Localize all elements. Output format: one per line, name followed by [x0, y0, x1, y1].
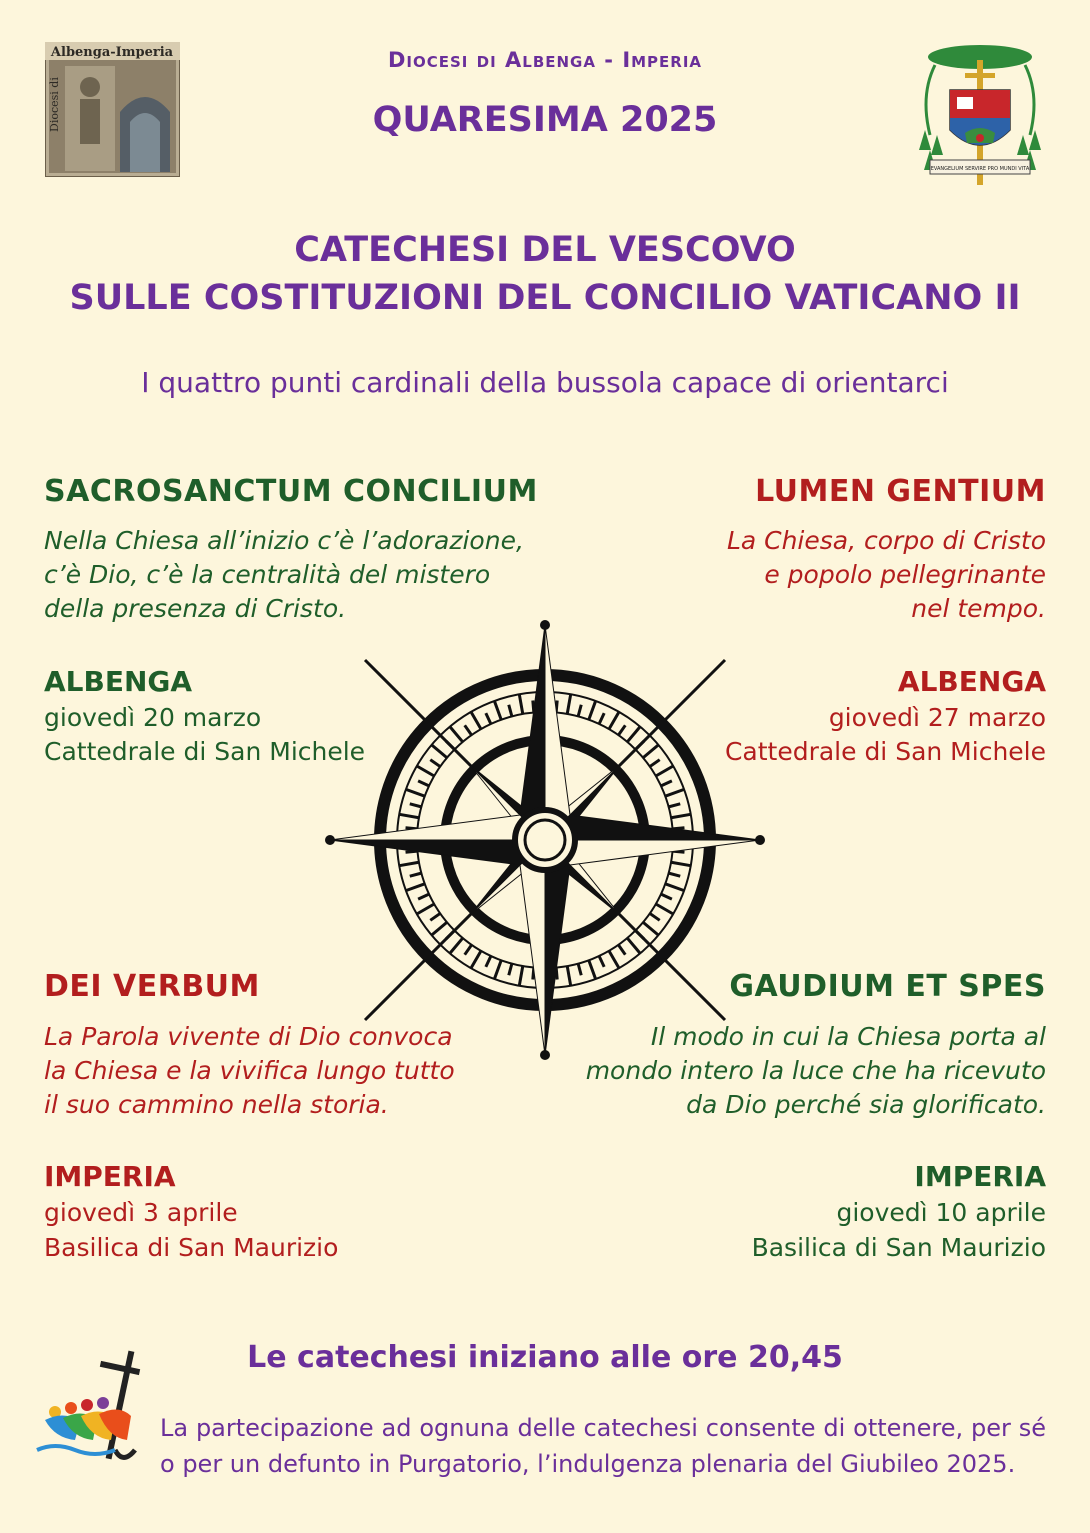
- compass-tick: [410, 873, 422, 876]
- compass-tick: [589, 701, 596, 720]
- event-city: ALBENGA: [44, 665, 193, 698]
- constitution-description: La Chiesa, corpo di Cristo e popolo pellegrinante nel tempo.: [726, 526, 1046, 623]
- compass-tick: [650, 760, 660, 767]
- compass-tick: [509, 964, 512, 976]
- compass-tick: [446, 741, 454, 749]
- compass-tick: [665, 789, 684, 796]
- compass-tick: [656, 904, 673, 914]
- compass-tick: [486, 713, 491, 724]
- compass-tick: [432, 745, 447, 758]
- event-city: IMPERIA: [914, 1160, 1046, 1193]
- compass-tick: [519, 694, 522, 714]
- compass-tick: [486, 956, 491, 967]
- compass-tick: [661, 894, 672, 899]
- compass-tick: [399, 814, 419, 817]
- compass-tick: [609, 951, 619, 968]
- compass-tick: [519, 966, 522, 986]
- compass-tick: [430, 760, 440, 767]
- constitution-title: DEI VERBUM: [44, 969, 260, 1004]
- compass-tick: [671, 862, 691, 865]
- compass-tick: [643, 745, 658, 758]
- compass-tick: [567, 694, 570, 714]
- subtitle: I quattro punti cardinali della bussola capace di orientarci: [141, 366, 949, 399]
- main-title-line-1: CATECHESI DEL VESCOVO: [294, 230, 796, 270]
- compass-tick: [509, 705, 512, 717]
- coat-motto: EVANGELIUM SERVIRE PRO MUNDI VITA: [930, 166, 1030, 172]
- constitution-title: LUMEN GENTIUM: [755, 474, 1046, 509]
- event-date: giovedì 20 marzo: [44, 703, 262, 732]
- compass-tick: [446, 931, 454, 939]
- constitution-description: La Parola vivente di Dio convoca la Chiesa e la vivifica lungo tutto il suo cammino nella storia.: [44, 1022, 455, 1119]
- indulgence-notice: La partecipazione ad ognuna delle catechesi consente di ottenere, per sé o per un defunto in Purgatorio, l’indulgenza plenaria del Giubileo 2025.: [160, 1414, 1046, 1478]
- compass-tick: [599, 956, 604, 967]
- main-title-line-2: SULLE COSTITUZIONI DEL CONCILIO VATICANO II: [69, 278, 1021, 318]
- compass-tick: [627, 938, 640, 953]
- compass-tick: [578, 705, 581, 717]
- start-time-notice: Le catechesi iniziano alle ore 20,45: [247, 1340, 843, 1375]
- event-venue: Basilica di San Maurizio: [44, 1233, 339, 1262]
- compass-tick: [465, 945, 472, 955]
- compass-tick: [636, 931, 644, 939]
- compass-tick: [417, 766, 434, 776]
- compass-tick: [450, 727, 463, 742]
- compass-tick: [656, 766, 673, 776]
- compass-tick: [406, 789, 425, 796]
- event-city: ALBENGA: [897, 665, 1046, 698]
- compass-tick: [578, 964, 581, 976]
- season-title: QUARESIMA 2025: [372, 100, 718, 140]
- compass-tick: [430, 913, 440, 920]
- event-venue: Basilica di San Maurizio: [751, 1233, 1046, 1262]
- event-date: giovedì 27 marzo: [828, 703, 1046, 732]
- compass-tick: [669, 873, 681, 876]
- compass-tick: [609, 712, 619, 729]
- compass-tick: [589, 960, 596, 979]
- event-date: giovedì 3 aprile: [44, 1198, 238, 1227]
- compass-tick: [669, 804, 681, 807]
- compass-tick: [418, 781, 429, 786]
- compass-tick: [494, 960, 501, 979]
- compass-tick: [599, 713, 604, 724]
- compass-tick: [417, 904, 434, 914]
- compass-tick: [661, 781, 672, 786]
- constitution-description: Il modo in cui la Chiesa porta al mondo intero la luce che ha ricevuto da Dio perché sia glorificato.: [585, 1022, 1046, 1119]
- compass-tick: [618, 725, 625, 735]
- compass-tick: [618, 945, 625, 955]
- compass-tick: [627, 727, 640, 742]
- jubilee-logo: [35, 1350, 155, 1470]
- logo-text: Albenga-Imperia: [50, 45, 174, 60]
- compass-tick: [650, 913, 660, 920]
- compass-tick: [471, 951, 481, 968]
- constitution-title: GAUDIUM ET SPES: [729, 969, 1046, 1004]
- compass-tick: [671, 814, 691, 817]
- compass-tick: [432, 922, 447, 935]
- compass-tick: [636, 741, 644, 749]
- compass-tick: [567, 966, 570, 986]
- compass-tick: [494, 701, 501, 720]
- bishop-coat-of-arms: [915, 35, 1045, 195]
- event-venue: Cattedrale di San Michele: [44, 737, 366, 766]
- compass-tick: [418, 894, 429, 899]
- constitution-title: SACROSANCTUM CONCILIUM: [44, 474, 538, 509]
- compass-tick: [465, 725, 472, 735]
- event-date: giovedì 10 aprile: [836, 1198, 1046, 1227]
- compass-tick: [643, 922, 658, 935]
- event-venue: Cattedrale di San Michele: [724, 737, 1046, 766]
- compass-tick: [450, 938, 463, 953]
- compass-tick: [665, 884, 684, 891]
- event-city: IMPERIA: [44, 1160, 176, 1193]
- compass-rose-icon: [320, 615, 770, 1065]
- constitution-description: Nella Chiesa all’inizio c’è l’adorazione, c’è Dio, c’è la centralità del mistero della presenza di Cristo.: [44, 526, 524, 623]
- diocese-name: Diocesi di Albenga - Imperia: [387, 48, 703, 72]
- compass-tick: [471, 712, 481, 729]
- logo-side-text: Diocesi di: [48, 77, 61, 132]
- compass-tick: [406, 884, 425, 891]
- compass-tick: [410, 804, 422, 807]
- compass-tick: [399, 862, 419, 865]
